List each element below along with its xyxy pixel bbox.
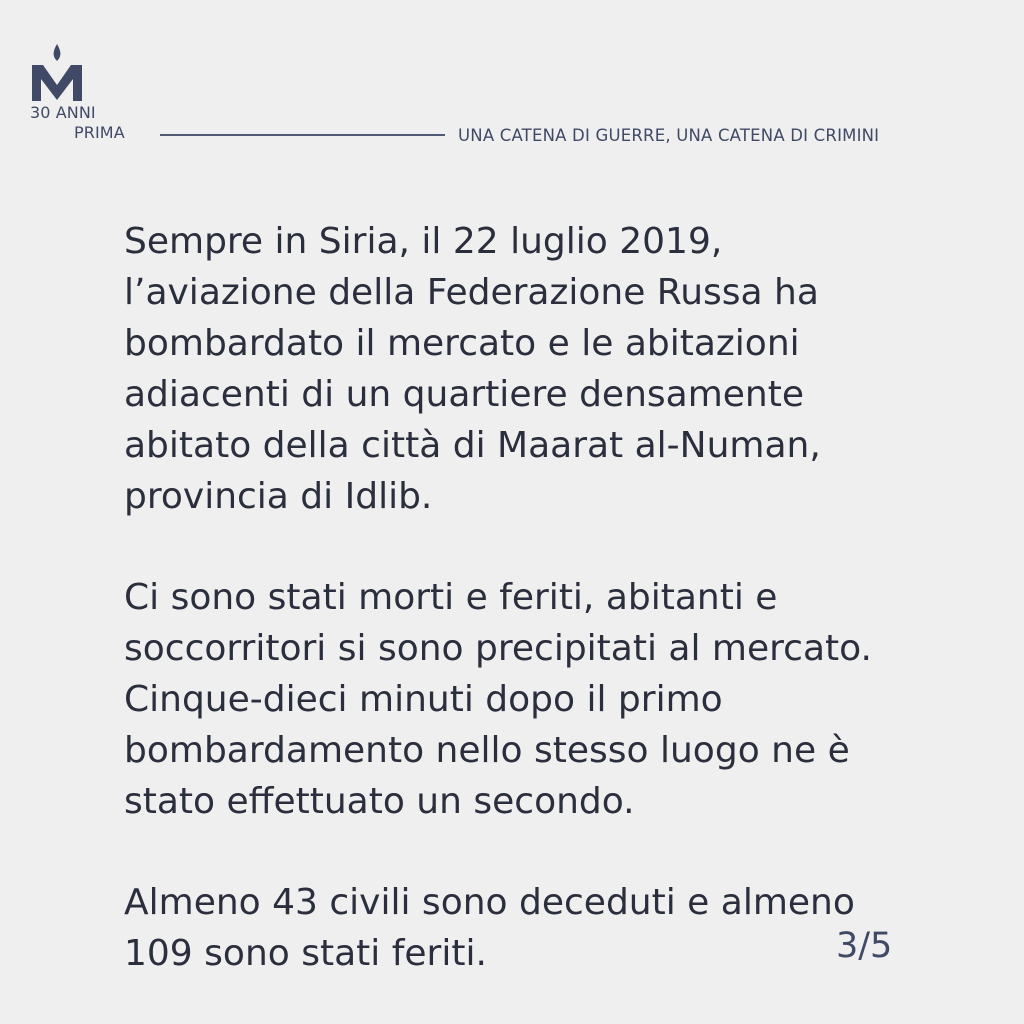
paragraph-3: Almeno 43 civili sono deceduti e almeno 109 sono stati feriti.: [124, 882, 855, 974]
logo-subtitle-line-2: PRIMA: [74, 123, 125, 142]
page-title: UNA CATENA DI GUERRE, UNA CATENA DI CRIMINI: [458, 126, 880, 145]
main-content: [124, 216, 914, 979]
paragraph-2: Ci sono stati morti e feriti, abitanti e soccorritori si sono precipitati al mercato. Cinque-dieci minuti dopo il primo bombardamento nello stesso luogo ne è stato effettuato un secondo.: [124, 577, 872, 822]
header-divider: [160, 134, 445, 136]
paragraph-1: Sempre in Siria, il 22 luglio 2019, l’aviazione della Federazione Russa ha bombardato il mercato e le abitazioni adiacenti di un quartiere densamente abitato della città di Maarat al-Numan, provincia di Idlib.: [124, 221, 821, 517]
logo: [28, 42, 148, 152]
logo-subtitle-line-1: 30 ANNI: [30, 103, 96, 122]
page-counter: 3/5: [836, 926, 893, 966]
m-flame-logo-icon: [28, 42, 92, 110]
header: [0, 0, 1024, 170]
